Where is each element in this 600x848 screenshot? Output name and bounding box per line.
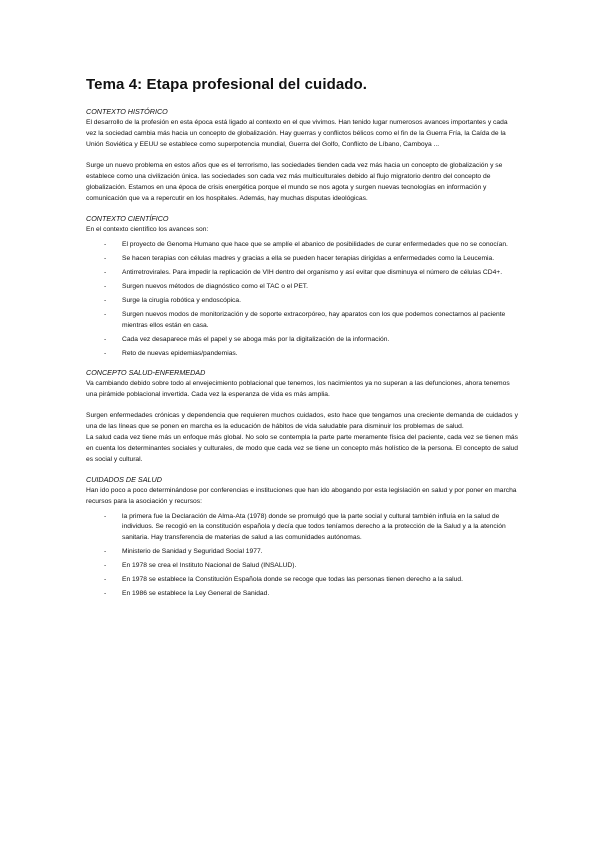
list-cientifico xyxy=(86,240,518,359)
dash-bullet-icon: - xyxy=(104,255,107,262)
list-item xyxy=(86,335,518,346)
dash-bullet-icon: - xyxy=(104,241,107,248)
paragraph-historico-1: El desarrollo de la profesión en esta época está ligado al contexto en el que vivimos. Han tenido lugar numerosos avances importantes y cada vez la sociedad cambia más hacia un concepto de globalización. Hay guerras y conflictos bélicos como el fin de la Guerra Fría, la Caída de la Unión Soviética y EEUU se establece como superpotencia mundial, Guerra del Golfo, Conflicto de Líbano, Camboya ... xyxy=(86,119,508,148)
list-item-text: Reto de nuevas epidemias/pandemias. xyxy=(122,349,238,357)
list-item-text: El proyecto de Genoma Humano que hace que se amplíe el abanico de posibilidades de curar enfermedades que no se conocían. xyxy=(122,241,508,248)
list-item-text: la primera fue la Declaración de Alma-Ata (1978) donde se promulgó que la parte social y cultural también influía en la salud de individuos. Se recogió en la constitución española y decía que todos teníamos derecho a la protección de la Salud y a la atención sanitaria. Hay transferencia de materias de salud a las comunidades autónomas. xyxy=(122,512,506,541)
dash-bullet-icon: - xyxy=(104,283,107,290)
list-item xyxy=(86,268,518,279)
list-item xyxy=(86,240,518,251)
list-item-text: En 1978 se crea el Instituto Nacional de Salud (INSALUD). xyxy=(122,561,297,569)
paragraph-historico-2: Surge un nuevo problema en estos años que es el terrorismo, las sociedades tienden cada vez más hacia un concepto de globalización y se establece como una civilización única. las sociedades son cada vez más multiculturales debido al flujo migratorio dentro del concepto de globalización. Estamos en una época de crisis energética porque el mundo se nos agota y surgen nuevas tecnologías en información y comunicación que va a repercutir en los hospitales. Además, hay muchas disputas ideológicas. xyxy=(86,162,503,202)
list-item-text: Cada vez desaparece más el papel y se aboga más por la digitalización de la información. xyxy=(122,335,390,343)
list-item xyxy=(86,310,518,331)
dash-bullet-icon: - xyxy=(104,269,107,276)
list-item xyxy=(86,282,518,293)
paragraph-cientifico-intro: En el contexto científico los avances son: xyxy=(86,226,209,233)
dash-bullet-icon: - xyxy=(104,349,107,357)
list-item-text: Surge la cirugía robótica y endoscópica. xyxy=(122,297,241,304)
paragraph-salud-3: La salud cada vez tiene más un enfoque más global. No solo se contempla la parte parte meramente física del paciente, cada vez se tienen más en cuenta los determinantes sociales y culturales, de modo que cada vez se tiene un concepto más holístico de la persona. El concepto de salud es social y cultural. xyxy=(86,433,518,463)
list-item-text: En 1986 se establece la Ley General de Sanidad. xyxy=(122,589,270,597)
list-item xyxy=(86,561,518,572)
list-item xyxy=(86,512,518,544)
list-item xyxy=(86,254,518,265)
list-item-text: Se hacen terapias con células madres y gracias a ella se pueden hacer terapias dirigidas a enfermedades como la Leucemia. xyxy=(122,255,495,262)
dash-bullet-icon: - xyxy=(104,335,107,343)
page-title: Tema 4: Etapa profesional del cuidado. xyxy=(86,76,368,93)
section-heading-historico: CONTEXTO HISTÓRICO xyxy=(86,107,168,116)
section-heading-salud: CONCEPTO SALUD-ENFERMEDAD xyxy=(86,367,206,377)
list-cuidados xyxy=(86,512,518,600)
dash-bullet-icon: - xyxy=(104,561,107,569)
paragraph-salud-2: Surgen enfermedades crónicas y dependencia que requieren muchos cuidados, esto hace que tengamos una creciente demanda de cuidados y una de las líneas que se ponen en marcha es la educación de hábitos de vida saludable para disminuir los problemas de salud. xyxy=(86,411,518,430)
list-item-text: En 1978 se establece la Constitución Española donde se recoge que todas las personas tienen derecho a la salud. xyxy=(122,575,463,583)
section-heading-cientifico: CONTEXTO CIENTÍFICO xyxy=(86,214,169,223)
list-item xyxy=(86,547,518,558)
dash-bullet-icon: - xyxy=(104,589,107,597)
list-item-text: Ministerio de Sanidad y Seguridad Social 1977. xyxy=(122,547,263,555)
paragraph-cuidados-intro: Han ido poco a poco determinándose por conferencias e instituciones que han ido abogando por esta legislación en salud y por poner en marcha recursos para la asociación y recursos: xyxy=(86,486,517,505)
list-item xyxy=(86,296,518,307)
section-heading-cuidados: CUIDADOS DE SALUD xyxy=(86,474,162,484)
list-item xyxy=(86,589,518,600)
dash-bullet-icon: - xyxy=(104,297,107,304)
list-item xyxy=(86,349,518,360)
dash-bullet-icon: - xyxy=(104,575,107,583)
list-item-text: Surgen nuevos métodos de diagnóstico como el TAC o el PET. xyxy=(122,283,308,290)
dash-bullet-icon: - xyxy=(104,512,107,520)
paragraph-salud-1: Va cambiando debido sobre todo al envejecimiento poblacional que tenemos, los nacimientos ya no superan a las defunciones, ahora tenemos una pirámide poblacional invertida. Cada vez la esperanza de vida es más amplia. xyxy=(86,379,510,398)
list-item-text: Antirretrovirales. Para impedir la replicación de VIH dentro del organismo y así evitar que disminuya el número de células CD4+. xyxy=(122,269,503,276)
dash-bullet-icon: - xyxy=(104,311,107,318)
dash-bullet-icon: - xyxy=(104,547,107,555)
document-page xyxy=(86,76,518,603)
list-item xyxy=(86,575,518,586)
list-item-text: Surgen nuevos modos de monitorización y de soporte extracorpóreo, hay aparatos con los que podemos conectarnos al paciente mientras ellos están en casa. xyxy=(122,311,506,329)
